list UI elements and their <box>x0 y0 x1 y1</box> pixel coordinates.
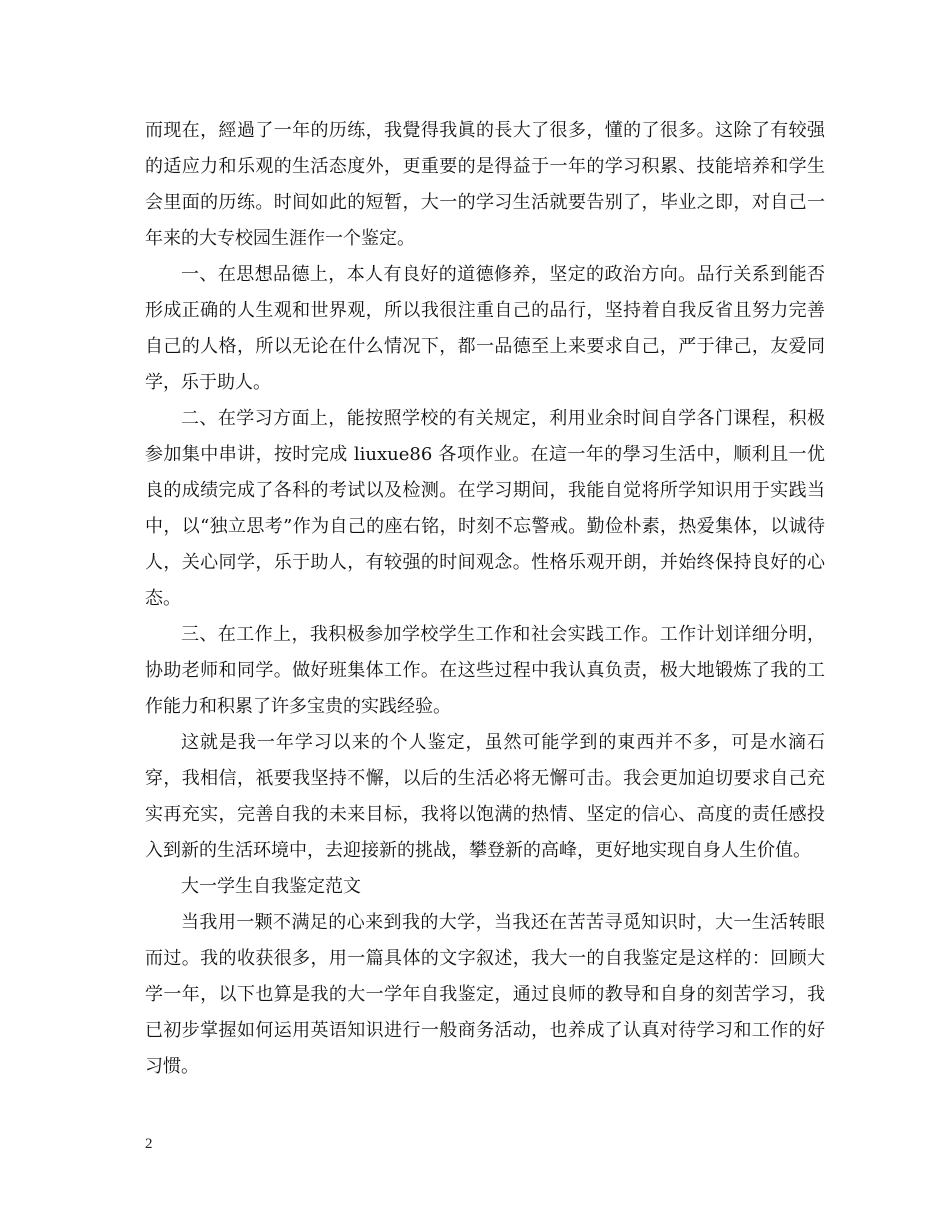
page-number: 2 <box>145 1136 153 1152</box>
paragraph-moral-character: 一、在思想品德上，本人有良好的道德修养，坚定的政治方向。品行关系到能否形成正确的人生观和世界观，所以我很注重自己的品行，坚持着自我反省且努力完善自己的人格，所以无论在什么情况下，都一品德至上来要求自己，严于律己，友爱同学，乐于助人。 <box>145 264 825 393</box>
section-heading: 大一学生自我鉴定范文 <box>181 876 361 897</box>
paragraph-intro: 而现在，經過了一年的历练，我覺得我眞的長大了很多，懂的了很多。这除了有较强的适应力和乐观的生活态度外，更重要的是得益于一年的学习积累、技能培养和学生会里面的历练。时间如此的短暂，大一的学习生活就要告别了，毕业之即，对自己一年来的大专校园生涯作一个鉴定。 <box>145 120 825 249</box>
paragraph-work: 三、在工作上，我积极参加学校学生工作和社会实践工作。工作计划详细分明，协助老师和同学。做好班集体工作。在这些过程中我认真负责，极大地锻炼了我的工作能力和积累了许多宝贵的实践经验。 <box>145 624 825 717</box>
paragraph-conclusion: 这就是我一年学习以来的个人鉴定，虽然可能学到的東西并不多，可是水滴石穿，我相信，祇要我坚持不懈，以后的生活必将无懈可击。我会更加迫切要求自己充实再充实，完善自我的未来目标，我将以饱满的热情、坚定的信心、高度的责任感投入到新的生活环境中，去迎接新的挑战，攀登新的高峰，更好地实现自身人生价值。 <box>145 732 825 861</box>
document-body <box>145 113 825 1085</box>
paragraph-study: 二、在学习方面上，能按照学校的有关规定，利用业余时间自学各门课程，积极参加集中串讲，按时完成 liuxue86 各项作业。在這一年的學习生活中，顺利且一优良的成绩完成了各科的考试以及检测。在学习期间，我能自觉将所学知识用于实践当中，以“独立思考”作为自己的座右铭，时刻不忘警戒。勤俭朴素，热爱集体，以诚待人，关心同学，乐于助人，有较强的时间观念。性格乐观开朗，并始终保持良好的心态。 <box>145 408 825 609</box>
paragraph-second-essay: 当我用一颗不满足的心来到我的大学，当我还在苦苦寻觅知识时，大一生活转眼而过。我的收获很多，用一篇具体的文字叙述，我大一的自我鉴定是这样的：回顾大学一年，以下也算是我的大一学年自我鉴定，通过良师的教导和自身的刻苦学习，我已初步掌握如何运用英语知识进行一般商务活动，也养成了认真对待学习和工作的好习惯。 <box>145 912 825 1077</box>
